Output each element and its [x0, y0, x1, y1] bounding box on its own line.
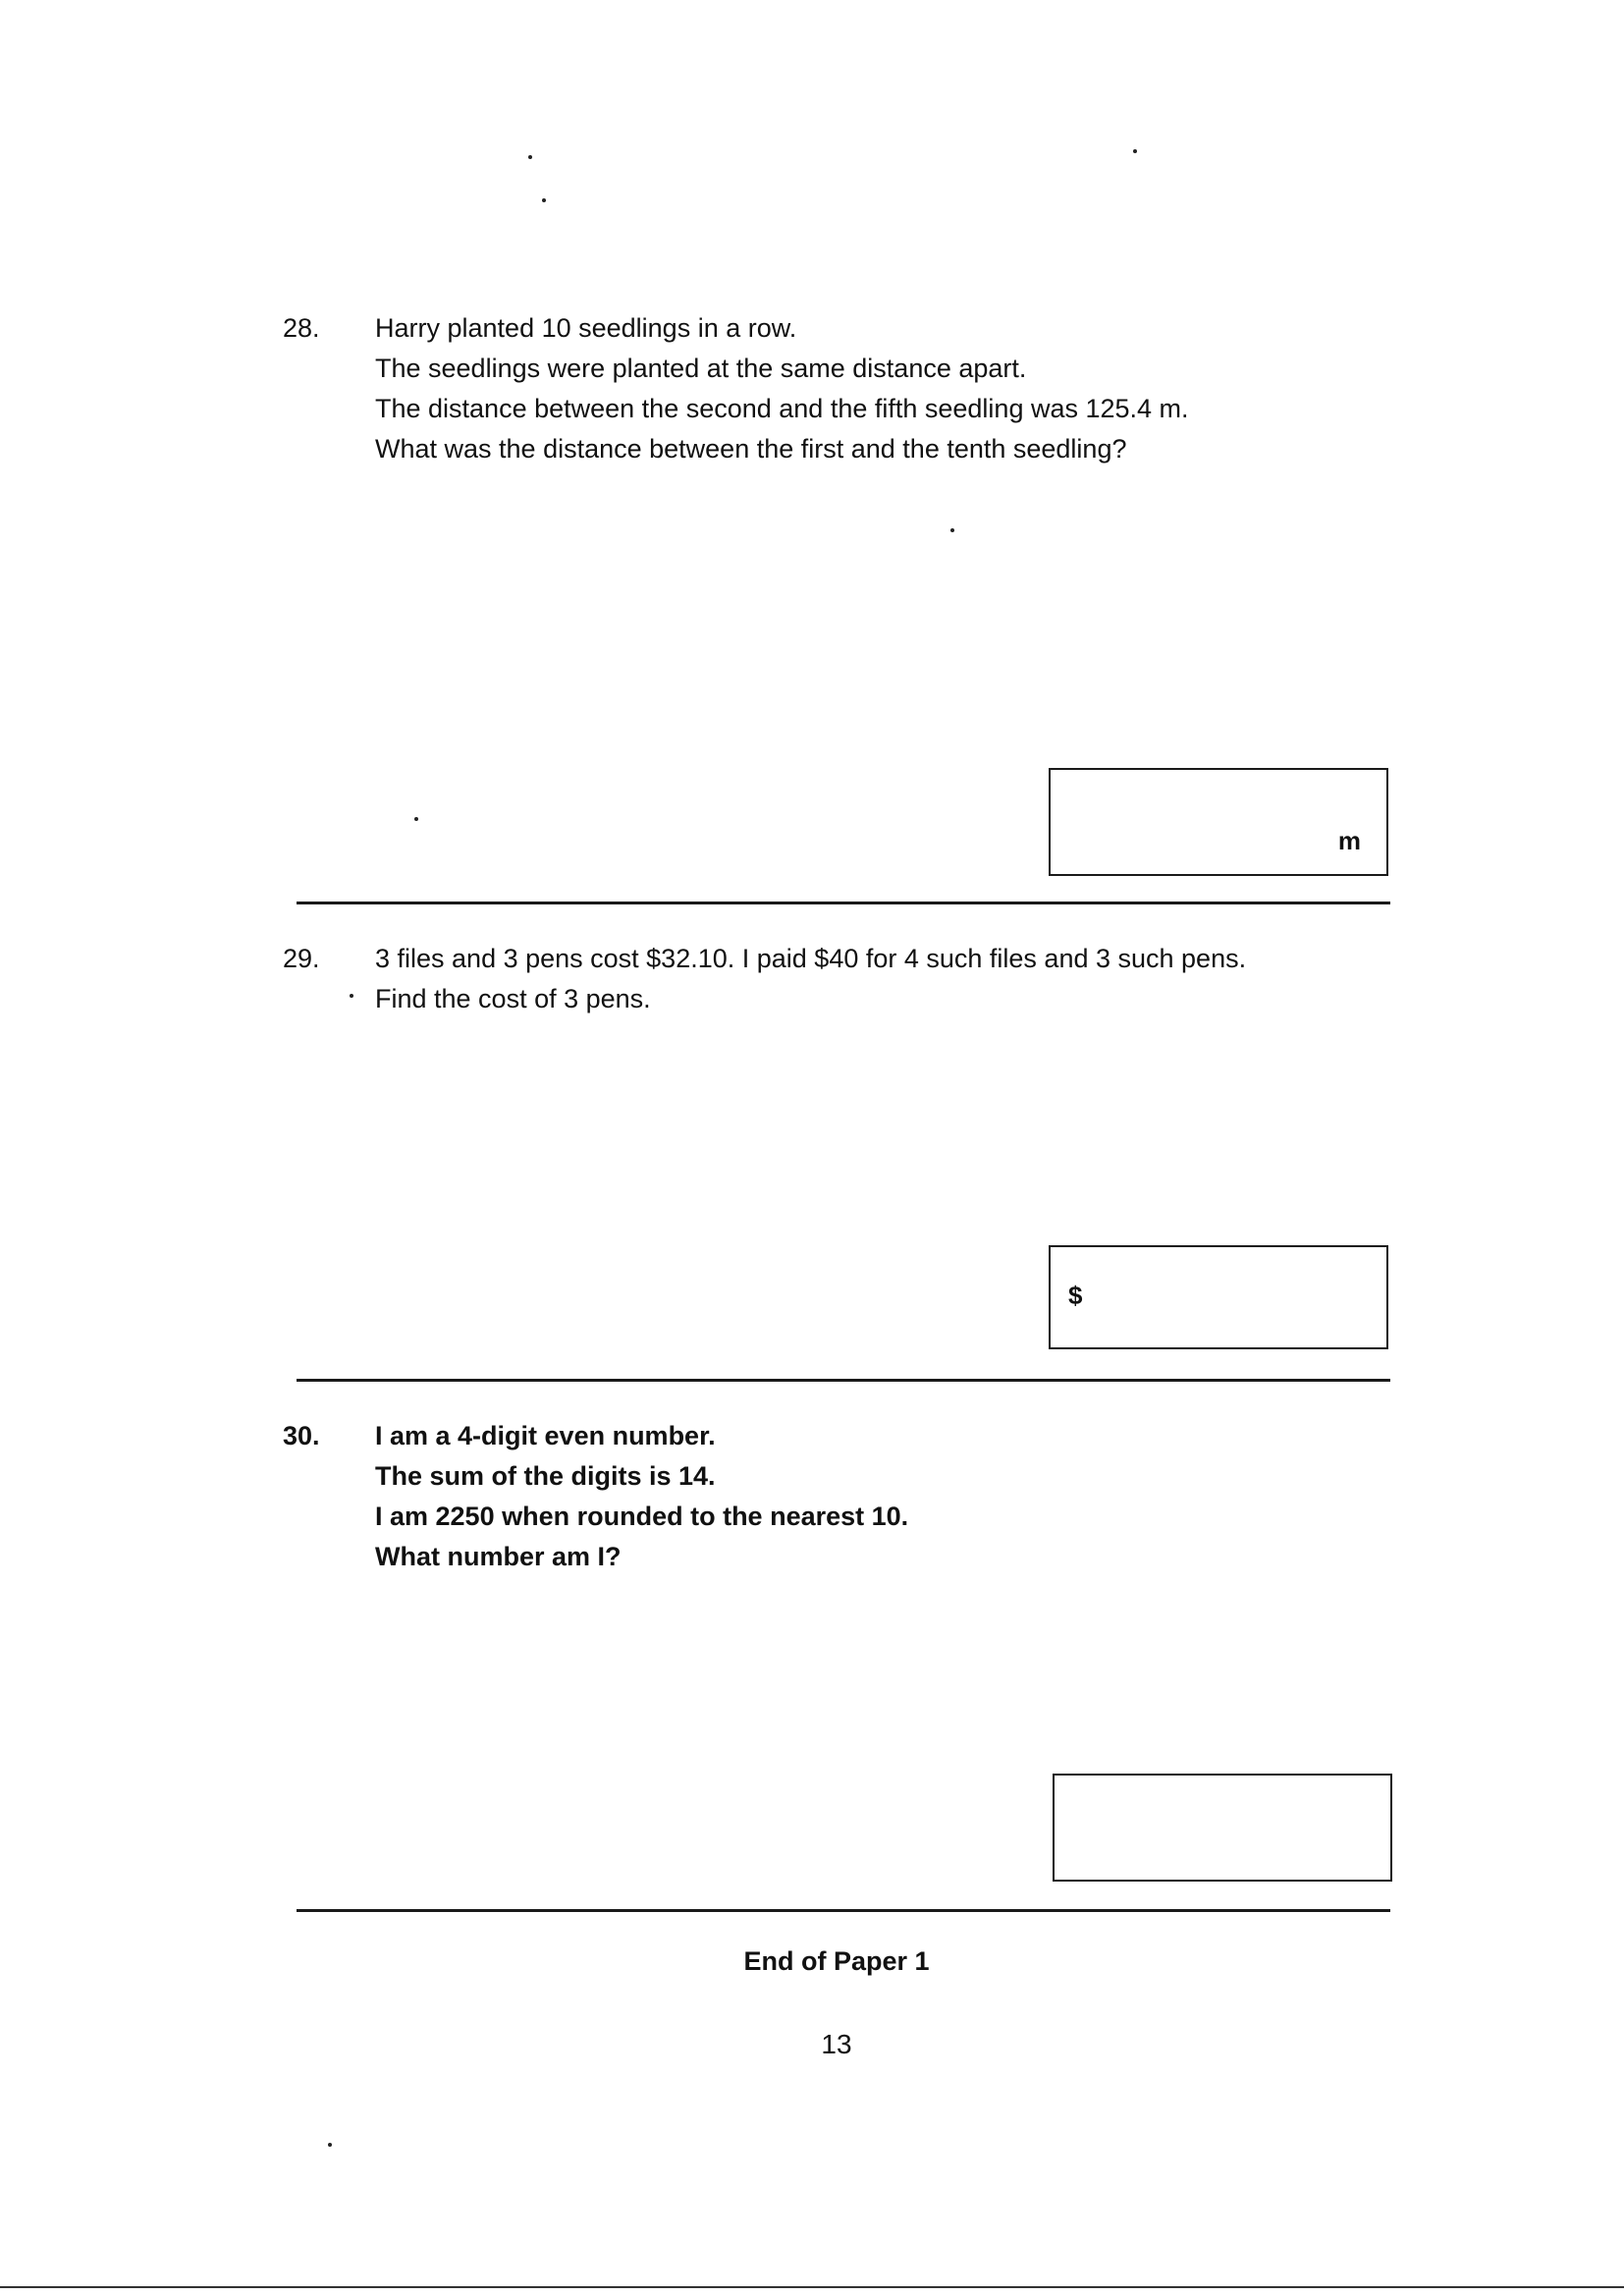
answer-unit: m — [1337, 826, 1361, 855]
question-line: Find the cost of 3 pens. — [375, 984, 651, 1013]
question-line: The sum of the digits is 14. — [375, 1461, 716, 1491]
section-divider — [297, 1379, 1390, 1382]
question-number: 30. — [283, 1421, 320, 1450]
question-line: I am a 4-digit even number. — [375, 1421, 716, 1450]
answer-box-28[interactable] — [1049, 768, 1388, 876]
scan-speck — [1133, 149, 1137, 153]
page-bottom-rule — [0, 2286, 1624, 2288]
scan-speck — [950, 528, 954, 532]
question-line: What number am I? — [375, 1542, 622, 1571]
question-line: 3 files and 3 pens cost $32.10. I paid $40 for 4 such files and 3 such pens. — [375, 944, 1247, 973]
question-number: 29. — [283, 944, 320, 973]
question-line: What was the distance between the first and the tenth seedling? — [375, 434, 1127, 464]
question-line: The seedlings were planted at the same distance apart. — [375, 354, 1027, 383]
scan-speck — [542, 198, 546, 202]
question-line: Harry planted 10 seedlings in a row. — [375, 313, 797, 343]
scan-speck — [414, 817, 418, 821]
scan-speck — [350, 994, 353, 998]
question-text — [375, 939, 1246, 1019]
question-line: The distance between the second and the fifth seedling was 125.4 m. — [375, 394, 1189, 423]
question-number: 28. — [283, 313, 320, 343]
answer-box-29[interactable] — [1049, 1245, 1388, 1349]
section-divider — [297, 1909, 1390, 1912]
end-of-paper-label: End of Paper 1 — [743, 1946, 930, 1976]
scan-speck — [328, 2143, 332, 2147]
scan-speck — [528, 155, 532, 159]
section-divider — [297, 902, 1390, 904]
answer-box-30[interactable] — [1053, 1774, 1392, 1882]
page-number: 13 — [821, 2029, 852, 2059]
question-text — [375, 308, 1189, 469]
question-line: I am 2250 when rounded to the nearest 10. — [375, 1502, 909, 1531]
question-text — [375, 1416, 908, 1577]
answer-prefix: $ — [1068, 1281, 1083, 1310]
